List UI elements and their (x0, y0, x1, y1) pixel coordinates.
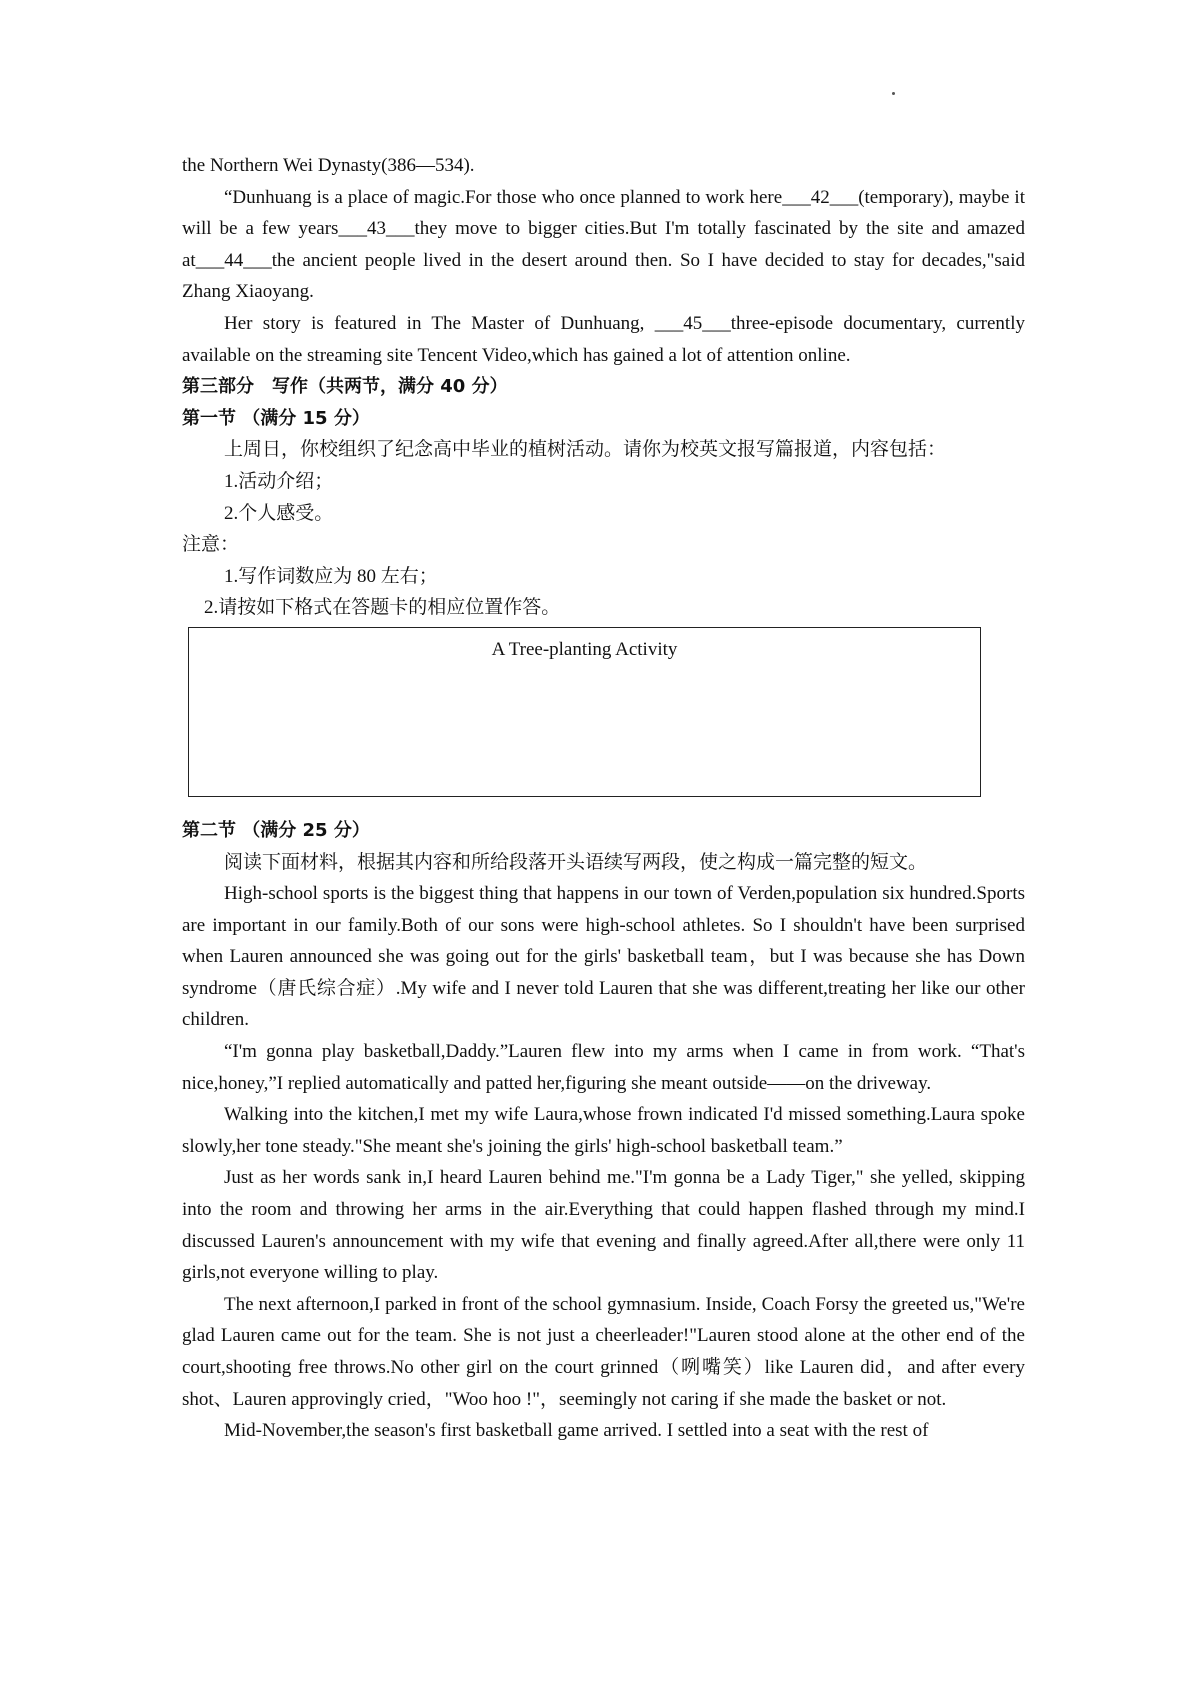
paragraph-documentary: Her story is featured in The Master of Dunhuang, ___45___three-episode documentary, currently available on the streaming site Tencent Video,which has gained a lot of attention online. (182, 312, 1025, 366)
document-page (182, 150, 1025, 1447)
story-paragraph-1: High-school sports is the biggest thing that happens in our town of Verden,population six hundred.Sports are important in our family.Both of our sons were high-school athletes. So I shouldn't have been surprised when Lauren announced she was going out for the girls' basketball team，but I was because she has Down syndrome（唐氏综合症）.My wife and I never told Lauren that she was different,treating her like our other children. (182, 883, 1025, 1031)
section2-heading: 第二节 （满分 25 分） (182, 819, 370, 841)
story-paragraph-4: Just as her words sank in,I heard Lauren behind me."I'm gonna be a Lady Tiger," she yelled, skipping into the room and throwing her arms in the air.Everything that could happen flashed through my mind.I discussed Lauren's announcement with my wife that evening and finally agreed.After all,there were only 11 girls,not everyone willing to play. (182, 1167, 1025, 1284)
note-1: 1.写作词数应为 80 左右； (224, 565, 438, 587)
story-paragraph-6: Mid-November,the season's first basketball game arrived. I settled into a seat with the rest of (224, 1420, 929, 1442)
answer-box-title: A Tree-planting Activity (491, 638, 678, 660)
paragraph-dunhuang-quote: “Dunhuang is a place of magic.For those who once planned to work here___42___(temporary), maybe it will be a few years___43___they move to bigger cities.But I'm totally fascinated by the site and amazed at___44___the ancient people lived in the desert around then. So I have decided to stay for decades,"said Zhang Xiaoyang. (182, 186, 1025, 303)
answer-box (188, 627, 981, 797)
part3-heading: 第三部分 写作（共两节，满分 40 分） (182, 376, 508, 398)
story-paragraph-5: The next afternoon,I parked in front of the school gymnasium. Inside, Coach Forsy the greeted us,"We're glad Lauren came out for the team. She is not just a cheerleader!"Lauren stood alone at the other end of the court,shooting free throws.No other girl on the court grinned（咧嘴笑）like Lauren did，and after every shot、Lauren approvingly cried，"Woo hoo !"，seemingly not caring if she made the basket or not. (182, 1293, 1025, 1410)
story-paragraph-3: Walking into the kitchen,I met my wife Laura,whose frown indicated I'd missed something.Laura spoke slowly,her tone steady."She meant she's joining the girls' high-school basketball team.” (182, 1104, 1025, 1157)
note-label: 注意： (182, 534, 240, 556)
note-2: 2.请按如下格式在答题卡的相应位置作答。 (204, 597, 561, 619)
section2-task: 阅读下面材料，根据其内容和所给段落开头语续写两段，使之构成一篇完整的短文。 (224, 851, 928, 873)
task-point-2: 2.个人感受。 (224, 502, 334, 524)
story-paragraph-2: “I'm gonna play basketball,Daddy.”Lauren flew into my arms when I came in from work. “That's nice,honey,”I replied automatically and patted her,figuring she meant outside——on the driveway. (182, 1041, 1025, 1094)
page-mark (892, 92, 895, 95)
writing-task: 上周日，你校组织了纪念高中毕业的植树活动。请你为校英文报写篇报道，内容包括： (224, 439, 947, 461)
section1-heading: 第一节 （满分 15 分） (182, 407, 370, 429)
paragraph-northern-wei: the Northern Wei Dynasty(386—534). (182, 155, 475, 176)
task-point-1: 1.活动介绍； (224, 470, 334, 492)
